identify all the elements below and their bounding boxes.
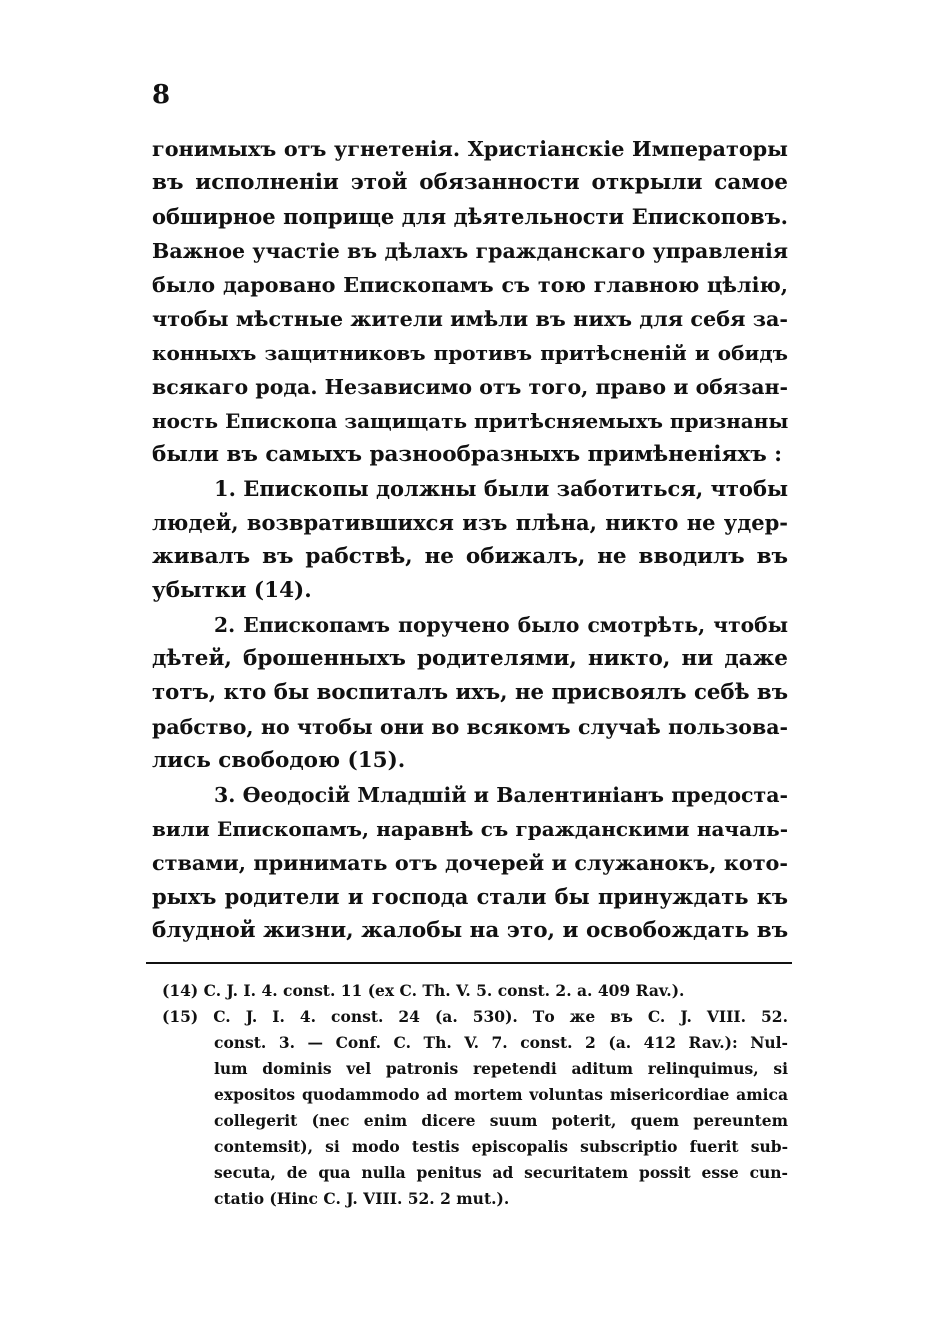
text-line: рыхъ родители и господа стали бы принуждать къ: [152, 884, 788, 909]
footnote-line: contemsit), si modo testis episcopalis subscriptio fuerit sub-: [214, 1137, 788, 1156]
footnotes: [162, 978, 788, 1212]
footnote-line: lum dominis vel patronis repetendi aditum relinquimus, si: [214, 1059, 788, 1078]
footnote-line: ctatio (Hinc C. J. VIII. 52. 2 mut.).: [214, 1189, 510, 1208]
text-line: дѣтей, брошенныхъ родителями, никто, ни даже: [152, 646, 788, 671]
text-line: блудной жизни, жалобы на это, и освобождать въ: [152, 918, 789, 943]
text-line: Важное участіе въ дѣлахъ гражданскаго управленія: [152, 239, 788, 263]
footnote-line: const. 3. — Conf. C. Th. V. 7. const. 2 (a. 412 Rav.): Nul-: [214, 1033, 788, 1052]
footnote-line: expositos quodammodo ad mortem voluntas misericordiae amica: [214, 1085, 788, 1104]
footnote-line: (15) C. J. I. 4. const. 24 (a. 530). То же въ C. J. VIII. 52.: [162, 1007, 788, 1026]
text-line: были въ самыхъ разнообразныхъ примѣненіяхъ :: [152, 442, 783, 467]
text-line: 1. Епископы должны были заботиться, чтобы: [214, 476, 788, 501]
page-number: 8: [152, 80, 171, 110]
text-line: людей, возвратившихся изъ плѣна, никто не удер-: [152, 510, 788, 535]
text-line: чтобы мѣстные жители имѣли въ нихъ для себя за-: [152, 307, 788, 331]
main-text: [152, 132, 788, 948]
footnote-line: (14) C. J. I. 4. const. 11 (ex C. Th. V. 5. const. 2. a. 409 Rav.).: [162, 981, 685, 1000]
text-line: конныхъ защитниковъ противъ притѣсненій и обидъ: [152, 341, 788, 365]
footnote-line: secuta, de qua nulla penitus ad securitatem possit esse cun-: [214, 1163, 788, 1182]
footnote-divider: [146, 962, 792, 964]
text-line: всякаго рода. Независимо отъ того, право и обязан-: [152, 375, 788, 399]
text-line: вили Епископамъ, наравнѣ съ гражданскими началь-: [152, 817, 788, 841]
text-line: ность Епископа защищать притѣсняемыхъ признаны: [152, 409, 789, 433]
text-line: лись свободою (15).: [152, 748, 406, 773]
text-line: ствами, принимать отъ дочерей и служанокъ, кото-: [152, 851, 788, 875]
text-line: убытки (14).: [152, 578, 312, 603]
footnote-line: collegerit (nec enim dicere suum poterit, quem pereuntem: [214, 1111, 788, 1130]
text-line: тотъ, кто бы воспиталъ ихъ, не присвоялъ себѣ въ: [152, 680, 788, 705]
text-line: въ исполненіи этой обязанности открыли самое: [152, 170, 788, 195]
text-line: 3. Ѳеодосій Младшій и Валентиніанъ предоста-: [214, 783, 788, 807]
text-line: рабство, но чтобы они во всякомъ случаѣ пользова-: [152, 715, 788, 739]
text-line: обширное поприще для дѣятельности Епископовъ.: [152, 204, 788, 229]
text-line: живалъ въ рабствѣ, не обижалъ, не вводилъ въ: [152, 544, 788, 569]
text-line: 2. Епископамъ поручено было смотрѣть, чтобы: [214, 613, 788, 637]
text-line: было даровано Епископамъ съ тою главною цѣлію,: [152, 273, 788, 297]
text-line: гонимыхъ отъ угнетенія. Христіанскіе Императоры: [152, 137, 788, 161]
